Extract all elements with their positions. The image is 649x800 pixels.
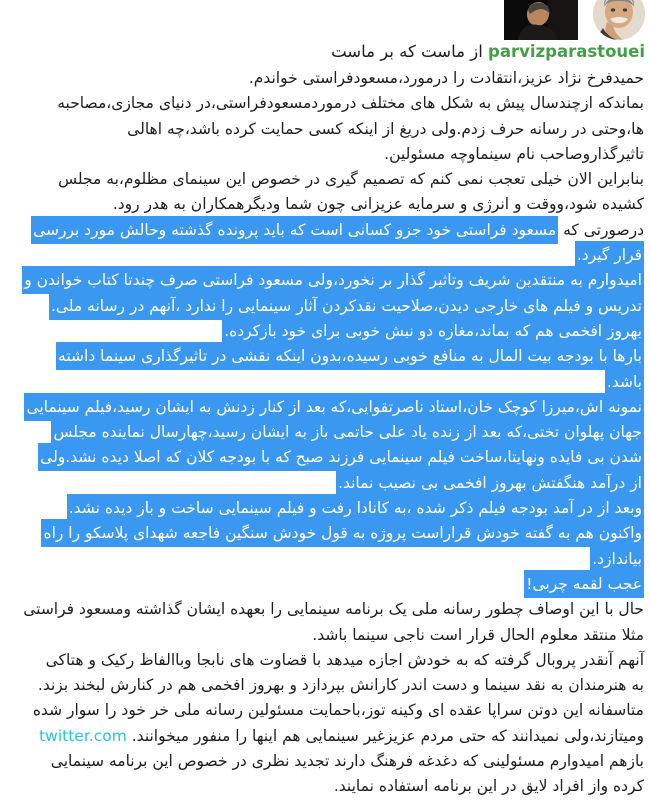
text-line: [5, 724, 644, 749]
text-line: [5, 673, 644, 698]
highlighted-text: نمونه اش،میرزا کوچک خان،استاد ناصرتقوایی،که بعد از کنار زدنش به ایشان رسید،فیلم سینمایی: [24, 393, 644, 421]
text-line: [5, 167, 644, 192]
plain-text: متاسفانه این دوتن سراپا عقده ای وکینه توز،باحمایت مسئولین رسانه ملی خر خود را سوار شده: [32, 701, 644, 720]
highlighted-text: از درآمد هنگفتش بهروز افخمی بی نصیب نماند.: [336, 469, 644, 497]
plain-text: تاثیرگذاروصاحب نام سینماوچه مسئولین.: [384, 144, 644, 163]
text-line: [5, 142, 644, 167]
plain-text: آنهم آنقدر پروبال گرفته که به خودش اجازه میدهد با قضاوت های نابجا وباالفاظ رکیک و هتاکی: [45, 650, 644, 669]
text-line: [5, 218, 644, 243]
profile-avatar[interactable]: [593, 0, 645, 40]
text-line: [5, 66, 644, 91]
highlighted-text: بیاندازد.: [590, 545, 644, 573]
username-link[interactable]: parvizparastouei: [488, 42, 645, 61]
text-line: [5, 344, 644, 369]
plain-text: حمیدفرخ نژاد عزیز،انتقادت را درمورد،مسعودفراستی خواندم.: [248, 69, 644, 87]
highlighted-text: باشد.: [605, 368, 644, 396]
repost-avatar[interactable]: [504, 0, 578, 40]
highlighted-text: بارها با بودجه بیت المال به منافع خوبی رسیده،بدون اینکه نقشی در تاثیرگذاری سینما داشته: [56, 342, 644, 370]
post-caption: از ماست که بر ماست: [331, 42, 483, 61]
highlighted-text: جهان پهلوان تختی،که بعد از زنده یاد علی حاتمی باز به ایشان رسید،چهارسال نماینده مجلس: [51, 418, 644, 446]
highlighted-text: تدریس و فیلم های خارجی دیدن،صلاحیت نقدکردن آثار سینمایی را ندارد ،آنهم در رسانه ملی.: [49, 292, 644, 320]
portrait-man-white-mustache-icon: [593, 0, 645, 40]
portrait-man-dark-photo-icon: [504, 0, 578, 40]
highlighted-text: قرار گیرد.: [575, 241, 644, 269]
highlighted-text: عجب لقمه چربی!: [524, 570, 644, 598]
highlighted-text: مسعود فراستی خود جزو کسانی است که باید پرونده گذشته وحالش مورد بررسی: [31, 216, 558, 244]
text-line: [5, 698, 644, 723]
text-line: [5, 268, 644, 293]
text-line: [5, 117, 644, 142]
text-line: [5, 395, 644, 420]
highlighted-text: شدن بی فایده ونهایتا،ساخت فیلم سینمایی فرزند صبح که با بودجه کلان که اصلا دیده نشد.ولی: [38, 443, 644, 471]
plain-text: درصورتی که: [558, 220, 644, 239]
text-line: [5, 243, 644, 268]
text-line: [5, 294, 644, 319]
text-line: [5, 445, 644, 470]
highlighted-text: امیدوارم به منتقدین شریف وتاثیر گذار بر نخورد،ولی مسعود فراستی صرف چندتا کتاب خواندن و: [22, 266, 644, 294]
plain-text: بماندکه ازچندسال پیش به شکل های مختلف درموردمسعودفراستی،در دنیای مجازی،مصاحبه: [57, 94, 644, 113]
highlighted-text: بهروز افخمی هم که بماند،مغازه دو نبش خوبی برای خود بازکرده.: [222, 317, 644, 345]
twitter-link[interactable]: twitter.com: [39, 726, 127, 745]
text-line: [5, 319, 644, 344]
plain-text: کشیده شود،ووقت و انرژی و سرمایه عزیزانی چون شما ودیگرهمکاران به هدر رود.: [112, 195, 644, 214]
text-line: [5, 547, 644, 572]
text-line: [5, 623, 644, 648]
text-line: [5, 648, 644, 673]
plain-text: بنابراین الان خیلی تعجب نمی کنم که تصمیم گیری در خصوص این سینمای مظلوم،به مجلس: [58, 170, 644, 189]
plain-text: ها،وحتی در رسانه حرف زدم.ولی دریغ از اینکه کسی حمایت کرده باشد،چه اهالی: [127, 119, 644, 138]
text-line: [5, 471, 644, 496]
header-avatars: [0, 0, 649, 40]
text-line: [5, 420, 644, 445]
text-line: [5, 521, 644, 546]
text-line: [5, 91, 644, 116]
plain-text: بازهم امیدوارم مسئولینی که دغدغه فرهنگ دارند تجدید نظری در خصوص این برنامه سینمایی: [50, 752, 644, 771]
text-line: [5, 496, 644, 521]
plain-text: حال با این اوصاف چطور رسانه ملی یک برنامه سینمایی را بعهده ایشان گذاشته ومسعود فراستی: [23, 600, 644, 619]
text-line: [5, 370, 644, 395]
post-header: [0, 40, 649, 64]
text-line: [5, 597, 644, 622]
highlighted-text: واکنون هم به گفته خودش قراراست پروژه به قول خودش سنگین فاجعه شهدای پلاسکو را راه: [41, 519, 644, 547]
text-line: [5, 192, 644, 217]
text-line: [5, 749, 644, 774]
post-body-text: [0, 64, 649, 800]
plain-text: ومیتازند،ولی نمیدانند که حتی مردم عزیزغیر سینمایی هم اینها را منفور میخوانند.: [126, 726, 644, 745]
plain-text: کرده واز افراد لایق در این برنامه استفاده نمایند.: [333, 777, 644, 796]
plain-text: به هنرمندان به نقد سینما و دست اندر کارانش بپردازد و بهروز افخمی هم در کنارش لبخند بزند.: [37, 676, 644, 695]
plain-text: مثلا منتقد معلوم الحال قرار است ناجی سینما باشد.: [312, 625, 644, 644]
highlighted-text: وبعد از در آمد بودجه فیلم ذکر شده ،به کانادا رفت و فیلم سینمایی ساخت و باز دیده نشد.: [67, 494, 644, 522]
text-line: [5, 572, 644, 597]
text-line: [5, 774, 644, 799]
